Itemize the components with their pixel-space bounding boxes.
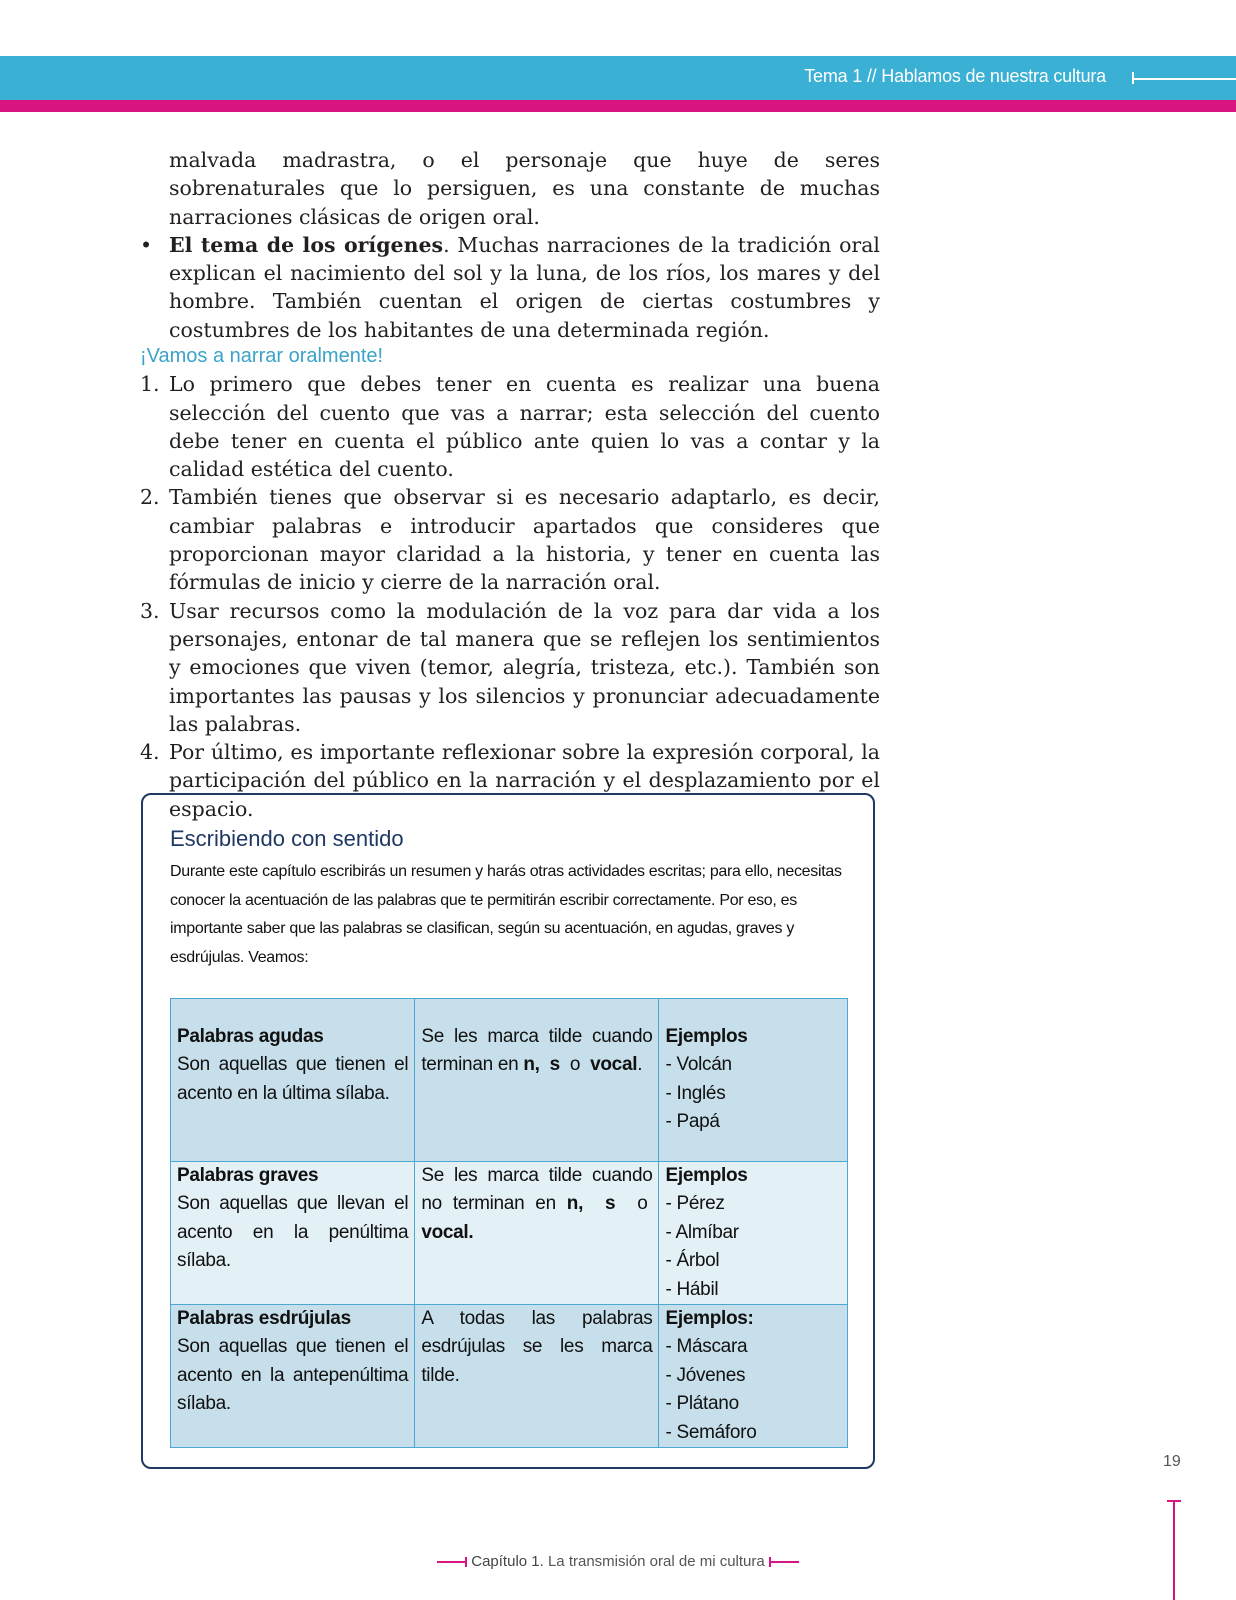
continuation-paragraph: malvada madrastra, o el personaje que huye de seres sobrenaturales que lo persiguen, es una constante de muchas narraciones clásicas de origen oral.	[169, 148, 880, 229]
rule-text: A todas las palabras esdrújulas se les marca tilde.	[421, 1308, 653, 1386]
step-number: 1.	[140, 372, 160, 397]
table-cell-type	[171, 999, 415, 1162]
table-cell-rule	[415, 999, 659, 1162]
bullet-origins	[140, 231, 880, 344]
footer-dash-right	[769, 1561, 799, 1563]
table-cell-examples	[659, 999, 848, 1162]
example-item: - Máscara	[665, 1336, 748, 1358]
example-item: - Hábil	[665, 1278, 719, 1300]
example-item: - Árbol	[665, 1250, 720, 1272]
rule-s: s	[549, 1054, 560, 1076]
footer	[0, 1553, 1236, 1570]
examples-title: Ejemplos:	[665, 1308, 754, 1330]
footer-chapter: Capítulo 1.	[471, 1553, 544, 1570]
table-row	[171, 1305, 848, 1448]
step-item	[140, 483, 880, 596]
step-text: Por último, es importante reflexionar sobre la expresión corporal, la participación del público en la narración y el desplazamiento por el espacio.	[169, 740, 880, 821]
accentuation-table	[170, 998, 848, 1448]
step-item	[140, 370, 880, 483]
step-number: 4.	[140, 740, 160, 765]
word-type-desc: Son aquellas que llevan el acento en la penúltima sílaba.	[177, 1193, 409, 1272]
rule-text: Se les marca tilde cuando terminan en	[421, 1026, 653, 1076]
bullet-icon: •	[140, 232, 153, 257]
examples-title: Ejemplos	[665, 1165, 748, 1186]
rule-text: Se les marca tilde cuando no terminan en	[421, 1165, 653, 1215]
box-intro: Durante este capítulo escribirás un resumen y harás otras actividades escritas; para ello, necesitas conocer la acentuación de las palabras que te permitirán escribir correctamente. Por eso, es importante saber que las palabras se clasifican, según su acentuación, en agudas, graves y esdrújulas. Veamos:	[170, 863, 842, 966]
footer-dash-left	[437, 1561, 467, 1563]
step-text: Lo primero que debes tener en cuenta es realizar una buena selección del cuento que vas a narrar; esta selección del cuento debe tener en cuenta el público ante quien lo vas a contar y la calidad estética del cuento.	[169, 372, 880, 482]
example-item: - Plátano	[665, 1393, 739, 1415]
rule-vocal: vocal	[590, 1054, 638, 1076]
narration-section	[140, 342, 880, 823]
bullet-bold-term: El tema de los orígenes	[169, 232, 444, 257]
step-text: Usar recursos como la modulación de la voz para dar vida a los personajes, entonar de tal manera que se reflejen los sentimientos y emociones que viven (temor, alegría, tristeza, etc.). También son importantes las pausas y los silencios y pronunciar adecuadamente las palabras.	[169, 598, 880, 736]
footer-title: La transmisión oral de mi cultura	[543, 1553, 765, 1570]
step-text: También tienes que observar si es necesario adaptarlo, es decir, cambiar palabras e introducir apartados que consideres que proporcionan mayor claridad a la historia, y tener en cuenta las fórmulas de inicio y cierre de la narración oral.	[169, 485, 880, 595]
table-cell-rule	[415, 1162, 659, 1305]
example-item: - Pérez	[665, 1193, 725, 1215]
rule-vocal: vocal.	[421, 1221, 474, 1243]
rule-o: o	[569, 1054, 581, 1076]
body-text	[140, 146, 880, 344]
table-cell-examples	[659, 1305, 848, 1448]
rule-n: n,	[566, 1193, 584, 1215]
step-number: 2.	[140, 485, 160, 510]
example-item: - Papá	[665, 1111, 720, 1133]
table-row	[171, 1162, 848, 1305]
running-header: Tema 1 // Hablamos de nuestra cultura	[804, 66, 1106, 86]
rule-s: s	[605, 1193, 616, 1215]
header-accent-stripe	[0, 100, 1236, 112]
page-number: 19	[1163, 1453, 1181, 1470]
rule-o: o	[637, 1193, 648, 1215]
examples-title: Ejemplos	[665, 1026, 748, 1047]
steps-list	[140, 370, 880, 823]
header-line	[1132, 78, 1236, 80]
rule-end: .	[637, 1054, 643, 1076]
example-item: - Inglés	[665, 1082, 726, 1104]
word-type-title: Palabras graves	[177, 1165, 319, 1186]
step-item	[140, 597, 880, 738]
rule-n: n,	[523, 1054, 540, 1076]
word-type-title: Palabras agudas	[177, 1026, 324, 1047]
section-title: ¡Vamos a narrar oralmente!	[140, 345, 384, 367]
bullet-text: . Muchas narraciones de la tradición oral explican el nacimiento del sol y la luna, de los ríos, los mares y del hombre. También cuentan el origen de ciertas costumbres y costumbres de los habitantes de una determinada región.	[169, 232, 880, 342]
box-title: Escribiendo con sentido	[170, 826, 404, 851]
word-type-desc: Son aquellas que tienen el acento en la antepenúltima sílaba.	[177, 1336, 409, 1415]
word-type-desc: Son aquellas que tienen el acento en la última sílaba.	[177, 1054, 409, 1104]
table-cell-type	[171, 1162, 415, 1305]
example-item: - Volcán	[665, 1054, 732, 1076]
word-type-title: Palabras esdrújulas	[177, 1308, 351, 1330]
table-cell-type	[171, 1305, 415, 1448]
example-item: - Semáforo	[665, 1421, 757, 1443]
step-number: 3.	[140, 598, 160, 623]
table-row	[171, 999, 848, 1162]
table-cell-examples	[659, 1162, 848, 1305]
example-item: - Almíbar	[665, 1221, 739, 1243]
side-line	[1173, 1500, 1175, 1600]
example-item: - Jóvenes	[665, 1364, 746, 1386]
table-cell-rule	[415, 1305, 659, 1448]
